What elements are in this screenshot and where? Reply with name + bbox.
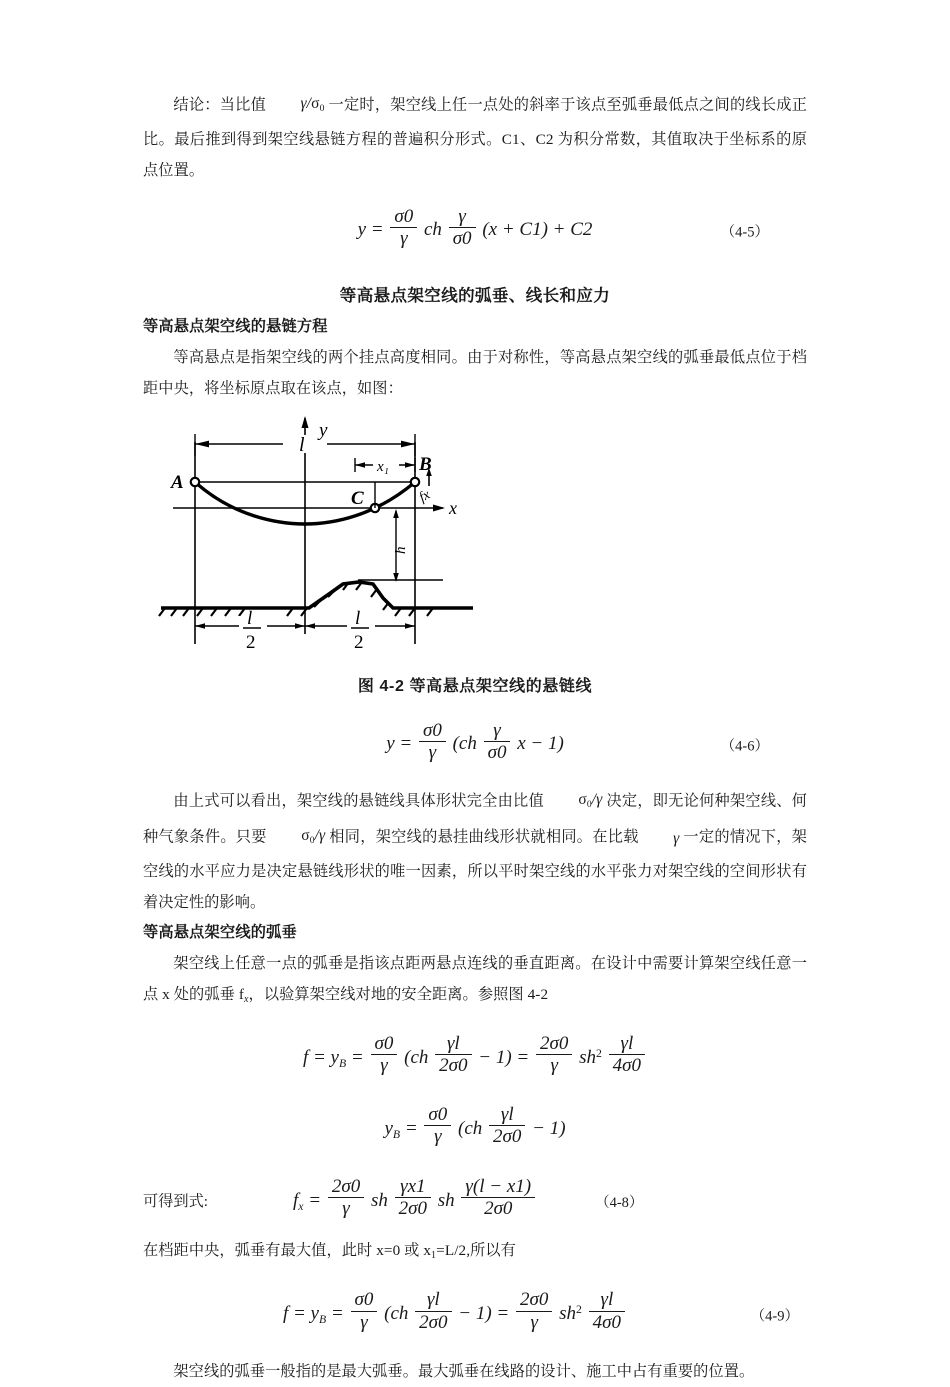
y-axis-arrow — [302, 416, 309, 428]
x-axis-arrow — [433, 505, 445, 512]
eq49-open: (ch — [384, 1302, 409, 1324]
figure-label-a: A — [171, 472, 184, 494]
after46-c: 相同，架空线的悬挂曲线形状就相同。在比载 — [325, 828, 643, 846]
eq49-frac1: $\frac{\sigma 0}{\gamma}$ — [351, 1289, 378, 1333]
equation-f-yb-body — [302, 1033, 647, 1081]
inline-ratio-sigma-gamma-1: $\sigma_0/\gamma$ — [578, 791, 603, 811]
figure-label-h: h — [393, 546, 409, 555]
equation-4-9-body — [282, 1289, 627, 1337]
eq49-frac3: $\frac{2\sigma 0}{\gamma}$ — [516, 1289, 552, 1333]
subheading-catenary-equation: 等高悬点架空线的悬链方程 — [143, 318, 328, 336]
point-a-marker — [191, 478, 199, 486]
figure-label-y: y — [319, 420, 328, 442]
eqyb-equals: = — [404, 1117, 418, 1139]
equation-4-5 — [143, 200, 807, 262]
figure-label-b: B — [419, 454, 432, 476]
eq49-lhs-sub: B — [318, 1312, 327, 1326]
eq45-ch: ch — [424, 219, 442, 241]
eq47-equals: = — [350, 1046, 364, 1068]
paragraph-sag: 架空线上任意一点的弧垂是指该点距两悬点连线的垂直距离。在设计中需要计算架空线任意一点 x 处的弧垂 $f_x$，以验算架空线对地的安全距离。参照图 4-2 — [143, 955, 807, 1006]
figure-4-2-drawing — [143, 412, 807, 670]
half-left-denominator: 2 — [246, 632, 256, 654]
eq48-sh1: sh — [370, 1189, 388, 1211]
figure-label-c: C — [351, 488, 364, 510]
eq47-frac3: $\frac{2\sigma 0}{\gamma}$ — [536, 1033, 572, 1077]
paragraph-after-4-6 — [143, 784, 807, 918]
eq46-lhs: y = — [386, 733, 413, 755]
eq47-frac2: $\frac{\gamma l}{2\sigma 0}$ — [435, 1033, 471, 1077]
paragraph-final: 架空线的弧垂一般指的是最大弧垂。最大弧垂在线路的设计、施工中占有重要的位置。 — [173, 1362, 755, 1380]
eq46-tail: x − 1) — [517, 733, 564, 755]
equation-4-9-number: （4-9） — [750, 1308, 799, 1325]
eq49-mid: − 1) = — [458, 1302, 510, 1324]
page-content — [143, 88, 807, 1387]
sag-a: 架空线上任意一点的弧垂是指该点距两悬点连线的垂直距离。在设计中需要计算架空线任意一点 x 处的弧垂 f — [143, 955, 807, 1004]
half-right-numerator: l — [355, 608, 361, 630]
figure-label-span-l: l — [299, 434, 305, 457]
eq49-sh: sh — [559, 1302, 577, 1324]
point-b-marker — [411, 478, 419, 486]
figure-label-x1: x₁ — [377, 459, 389, 476]
eqyb-frac1: $\frac{\sigma 0}{\gamma}$ — [424, 1104, 451, 1148]
equation-4-8-row — [143, 1169, 807, 1233]
eq45-lhs: y = — [357, 219, 384, 241]
equation-4-5-body — [357, 205, 593, 253]
max-a: 在档距中央，弧垂有最大值，此时 x=0 或 x — [143, 1242, 432, 1260]
section-title: 等高悬点架空线的弧垂、线长和应力 — [339, 286, 611, 306]
eq48-lhs: f — [293, 1189, 299, 1211]
sag-b: ，以验算架空线对地的安全距离。参照图 4-2 — [248, 986, 549, 1004]
lead-text-4-8: 可得到式: — [143, 1192, 208, 1210]
eqyb-frac2: $\frac{\gamma l}{2\sigma 0}$ — [489, 1104, 525, 1148]
eq49-lhs: f = y — [282, 1302, 319, 1324]
figure-caption: 图 4-2 等高悬点架空线的悬链线 — [357, 678, 593, 696]
eq49-equals: = — [330, 1302, 344, 1324]
eq46-frac1: $\frac{\sigma 0}{\gamma}$ — [419, 720, 446, 764]
after46-b: 决定，即无论何种架空线、何种气象条件。只要 — [143, 792, 808, 846]
figure-label-x: x — [449, 498, 457, 519]
figure-label-fx: fx — [416, 487, 433, 506]
eqyb-open: (ch — [458, 1117, 483, 1139]
eqyb-lhs: y — [384, 1117, 393, 1139]
equation-4-6-number: （4-6） — [720, 738, 769, 755]
paragraph-intro — [143, 88, 807, 186]
eq47-open: (ch — [404, 1046, 429, 1068]
equation-4-9 — [143, 1282, 807, 1348]
eqyb-tail: − 1) — [532, 1117, 566, 1139]
eq49-frac4: $\frac{\gamma l}{4\sigma 0}$ — [589, 1289, 625, 1333]
eq45-frac2: $\frac{\gamma}{\sigma 0}$ — [449, 206, 476, 250]
equation-4-6-body — [386, 719, 564, 767]
intro-text-a: 结论：当比值 — [173, 96, 271, 114]
eqyb-lhs-sub: B — [392, 1127, 401, 1141]
half-left-numerator: l — [247, 608, 253, 630]
inline-ratio-gamma-sigma: $\gamma/\sigma_0$ — [300, 95, 325, 115]
eq49-frac2: $\frac{\gamma l}{2\sigma 0}$ — [415, 1289, 451, 1333]
subheading-sag: 等高悬点架空线的弧垂 — [143, 924, 297, 942]
ground-hatching — [159, 582, 433, 616]
max-b: =L/2,所以有 — [436, 1242, 516, 1260]
eq48-frac1: $\frac{2\sigma 0}{\gamma}$ — [328, 1176, 364, 1220]
eq48-equals: = — [308, 1189, 322, 1211]
equation-yb-body — [384, 1104, 566, 1152]
eq46-frac2: $\frac{\gamma}{\sigma 0}$ — [484, 720, 511, 764]
eq47-mid: − 1) = — [478, 1046, 530, 1068]
equation-4-5-number: （4-5） — [720, 224, 769, 241]
eq47-frac4: $\frac{\gamma l}{4\sigma 0}$ — [609, 1033, 645, 1077]
eq49-sh-sup: 2 — [576, 1302, 582, 1316]
intro-text-b: 一定时，架空线上任一点处的斜率于该点至弧垂最低点之间的线长成正比。最 — [143, 96, 807, 149]
paragraph-max-sag: 在档距中央，弧垂有最大值，此时 x=0 或 $x_1=L/2$,所以有 — [143, 1242, 516, 1262]
equation-4-8-number: （4-8） — [595, 1194, 644, 1211]
eq47-sh: sh — [579, 1046, 597, 1068]
inline-gamma: γ — [673, 829, 680, 847]
eq48-frac3: $\frac{\gamma(l - x1)}{2\sigma 0}$ — [461, 1176, 535, 1220]
eq48-frac2: $\frac{\gamma x1}{2\sigma 0}$ — [395, 1176, 431, 1220]
eq47-sh-sup: 2 — [596, 1046, 602, 1060]
eq46-open: (ch — [452, 733, 477, 755]
eq47-lhs-sub: B — [338, 1056, 347, 1070]
equation-4-6 — [143, 714, 807, 776]
figure-4-2 — [143, 412, 807, 670]
equation-4-8-body — [293, 1176, 537, 1224]
eq48-sh2: sh — [437, 1189, 455, 1211]
paragraph-catenary: 等高悬点是指架空线的两个挂点高度相同。由于对称性，等高悬点架空线的弧垂最低点位于档距中央，将坐标原点取在该点，如图： — [143, 349, 807, 398]
inline-ratio-sigma-gamma-2: $\sigma_0/\gamma$ — [301, 827, 326, 847]
equation-yb — [143, 1097, 807, 1161]
after46-a: 由上式可以看出，架空线的悬链线具体形状完全由比值 — [173, 792, 548, 810]
eq47-frac1: $\frac{\sigma 0}{\gamma}$ — [371, 1033, 398, 1077]
after46-d: 一定的情况下，架空线的水平应力是决定悬链线形状的唯一因素，所以平时架空线的水平张力对架空线的空间形状有着决定性的影响。 — [143, 828, 808, 912]
intro-text-c: 后推到得到架空线悬链方程的普遍积分形式。C1、C2 为积分常数，其值取决于坐标系的原点位置。 — [143, 131, 807, 180]
eq45-tail: (x + C1) + C2 — [482, 219, 593, 241]
equation-f-yb — [143, 1025, 807, 1091]
eq48-lhs-sub: x — [298, 1199, 304, 1213]
half-right-denominator: 2 — [354, 632, 364, 654]
eq45-frac1: $\frac{\sigma 0}{\gamma}$ — [390, 206, 417, 250]
eq47-lhs: f = y — [302, 1046, 339, 1068]
